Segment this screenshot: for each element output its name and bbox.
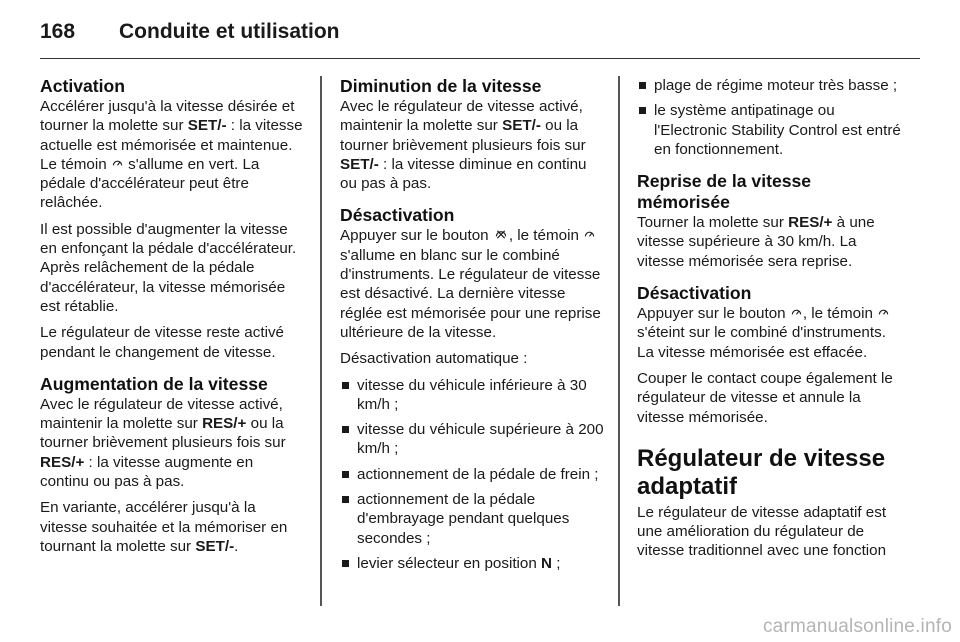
text: s'éteint sur le combiné d'instruments. La vitesse mémorisée est effacée. xyxy=(637,324,886,361)
paragraph xyxy=(40,97,305,213)
control-label: SET/- xyxy=(195,537,235,555)
control-label: SET/- xyxy=(502,117,541,135)
list-item: actionnement de la pédale de frein ; xyxy=(340,465,605,484)
cruise-control-icon xyxy=(583,228,596,243)
column-3 xyxy=(637,76,902,568)
control-label: RES/+ xyxy=(202,415,247,433)
text: . xyxy=(234,537,239,555)
column-divider xyxy=(618,76,620,606)
paragraph xyxy=(40,395,305,491)
paragraph xyxy=(340,226,605,342)
heading-desactivation-2: Désactivation xyxy=(637,283,752,304)
watermark: carmanualsonline.info xyxy=(762,616,952,637)
text: Accélérer jusqu'à la vitesse désirée et tourner la molette sur xyxy=(40,98,295,135)
text: : la vitesse augmente en continu ou pas à pas. xyxy=(40,453,254,491)
text: Avec le régulateur de vitesse activé, maintenir la molette sur xyxy=(40,395,283,433)
cruise-control-icon xyxy=(877,306,890,321)
control-label: RES/+ xyxy=(788,214,833,232)
text: Avec le régulateur de vitesse activé, maintenir la molette sur xyxy=(340,98,583,135)
bullet-list xyxy=(340,376,605,574)
control-label: N xyxy=(541,554,553,572)
column-2 xyxy=(340,76,605,579)
text: s'allume en vert. La pédale d'accélérateur peut être relâchée. xyxy=(40,155,260,212)
heading-augmentation: Augmentation de la vitesse xyxy=(40,373,268,394)
text: levier sélecteur en position xyxy=(357,554,542,572)
heading-diminution: Diminution de la vitesse xyxy=(340,76,542,96)
text: ; xyxy=(552,554,561,572)
heading-reprise: Reprise de la vitesse mémorisée xyxy=(637,171,812,213)
text: Tourner la molette sur xyxy=(637,214,789,232)
paragraph: Il est possible d'augmenter la vitesse en enfonçant la pédale d'accélérateur. Après relâchement de la pédale d'accélérateur, la vitesse mémorisée est rétablie. xyxy=(40,220,297,315)
paragraph xyxy=(340,97,605,193)
paragraph xyxy=(637,304,902,362)
heading-desactivation: Désactivation xyxy=(340,205,455,226)
column-1 xyxy=(40,76,305,563)
text: : la vitesse actuelle est mémorisée et maintenue. Le témoin xyxy=(40,117,303,173)
text: s'allume en blanc sur le combiné d'instruments. Le régulateur de vitesse est désactivé. La dernière vitesse réglée est mémorisée pour une reprise ultérieure de la vitesse. xyxy=(340,246,601,341)
text: , le témoin xyxy=(508,227,584,245)
text: ou la tourner brièvement plusieurs fois sur xyxy=(340,117,586,154)
list-item: le système antipatinage ou l'Electronic Stability Control est entré en fonctionnement. xyxy=(637,101,902,159)
cruise-control-icon xyxy=(790,306,803,321)
cruise-cancel-icon xyxy=(493,228,509,243)
text: En variante, accélérer jusqu'à la vitesse souhaitée et la mémoriser en tournant la molette sur xyxy=(40,499,288,555)
text: , le témoin xyxy=(802,305,878,323)
paragraph: Le régulateur de vitesse reste activé pendant le changement de vitesse. xyxy=(40,324,284,361)
text: ou la tourner brièvement plusieurs fois sur xyxy=(40,415,286,452)
control-label: SET/- xyxy=(340,155,379,173)
bullet-list xyxy=(637,76,902,159)
section-title: Conduite et utilisation xyxy=(119,20,340,43)
paragraph xyxy=(637,213,902,271)
page-number: 168 xyxy=(40,20,76,43)
text: Appuyer sur le bouton xyxy=(637,305,790,323)
page-header xyxy=(40,14,920,59)
cruise-control-icon xyxy=(111,157,124,172)
text: à une vitesse supérieure à 30 km/h. La vitesse mémorisée sera reprise. xyxy=(637,214,875,270)
list-item: vitesse du véhicule inférieure à 30 km/h ; xyxy=(340,376,605,415)
column-divider xyxy=(320,76,322,606)
paragraph: Désactivation automatique : xyxy=(340,350,528,368)
paragraph: Le régulateur de vitesse adaptatif est une amélioration du régulateur de vitesse traditionnel avec une fonction xyxy=(637,503,887,560)
control-label: RES/+ xyxy=(40,453,85,471)
list-item: vitesse du véhicule supérieure à 200 km/h ; xyxy=(340,420,605,459)
control-label: SET/- xyxy=(187,117,227,135)
text: Appuyer sur le bouton xyxy=(340,227,493,245)
list-item: actionnement de la pédale d'embrayage pendant quelques secondes ; xyxy=(340,490,605,548)
list-item xyxy=(340,554,605,573)
heading-regulateur-adaptatif: Régulateur de vitesse adaptatif xyxy=(637,444,886,500)
list-item: plage de régime moteur très basse ; xyxy=(637,76,902,95)
paragraph xyxy=(40,498,305,556)
text: : la vitesse diminue en continu ou pas à pas. xyxy=(340,155,587,193)
paragraph: Couper le contact coupe également le régulateur de vitesse et annule la vitesse mémorisée. xyxy=(637,369,893,426)
heading-activation: Activation xyxy=(40,76,126,96)
